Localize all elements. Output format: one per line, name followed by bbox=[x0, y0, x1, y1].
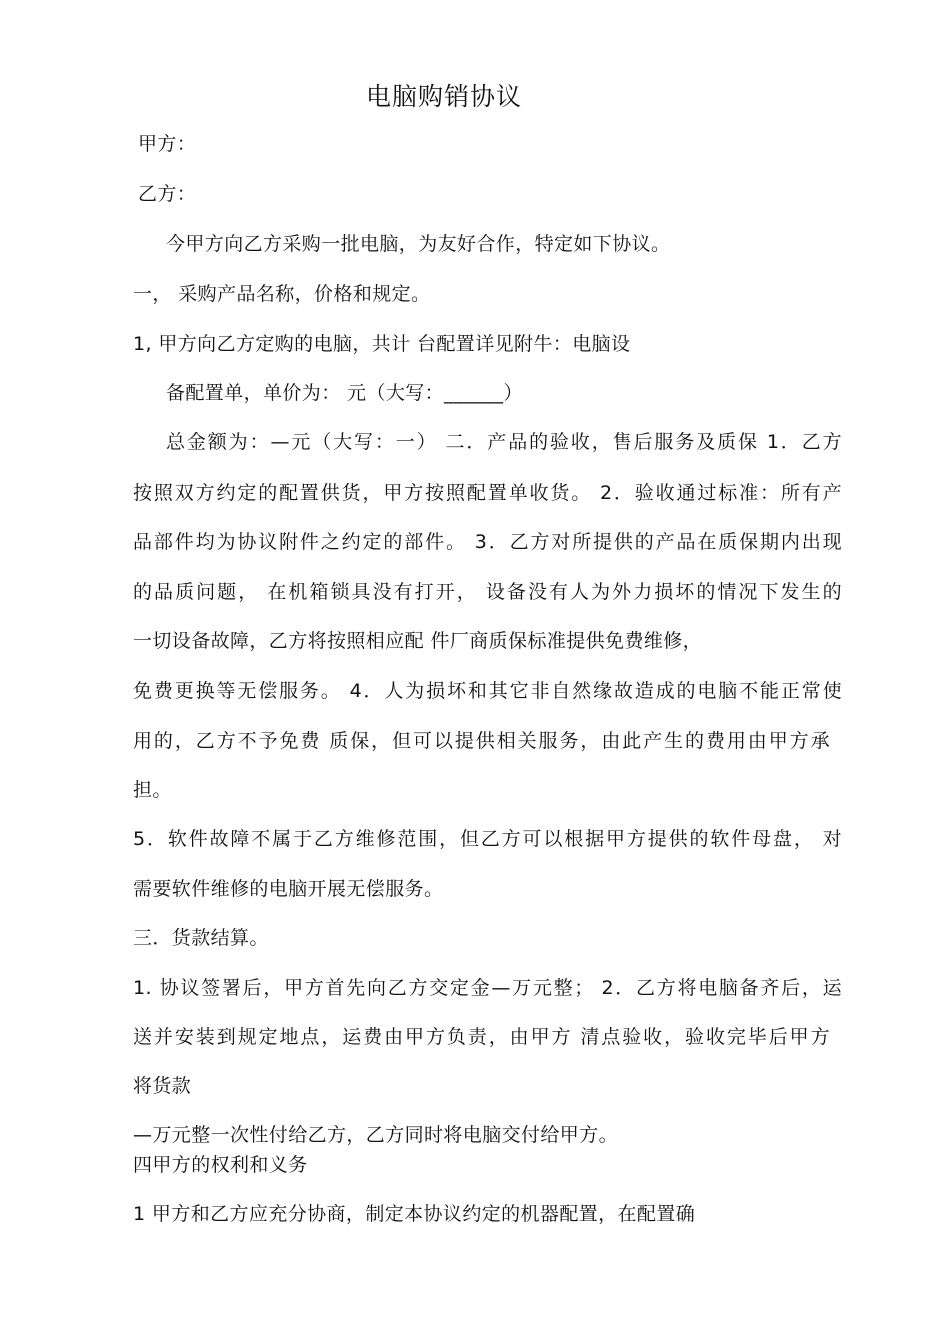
body-line: 备配置单，单价为： 元（大写：______） bbox=[166, 382, 523, 404]
body-line: 1. 协议签署后，甲方首先向乙方交定金—万元整； 2．乙方将电脑备齐后，运 bbox=[133, 977, 842, 999]
body-line: 担。 bbox=[133, 779, 172, 801]
body-line: —万元整一次性付给乙方，乙方同时将电脑交付给甲方。 bbox=[133, 1124, 619, 1146]
body-line: 1, 甲方向乙方定购的电脑，共计 台配置详见附牛：电脑设 bbox=[133, 333, 631, 355]
body-line: 一切设备故障，乙方将按照相应配 件厂商质保标准提供免费维修， bbox=[133, 630, 703, 652]
body-line: 5．软件故障不属于乙方维修范围，但乙方可以根据甲方提供的软件母盘， 对 bbox=[133, 828, 842, 850]
body-line: 送并安装到规定地点，运费由甲方负责，由甲方 清点验收，验收完毕后甲方 bbox=[133, 1026, 830, 1048]
body-line: 总金额为：—元（大写：一） 二．产品的验收，售后服务及质保 1．乙方 bbox=[166, 431, 842, 453]
body-line: 品部件均为协议附件之约定的部件。 3．乙方对所提供的产品在质保期内出现 bbox=[133, 531, 842, 553]
document-title: 电脑购销协议 bbox=[365, 82, 522, 111]
party-a-label: 甲方： bbox=[138, 133, 197, 155]
section-heading: 四甲方的权利和义务 bbox=[133, 1154, 308, 1176]
body-line: 用的，乙方不予免费 质保，但可以提供相关服务，由此产生的费用由甲方承 bbox=[133, 730, 830, 752]
party-b-label: 乙方： bbox=[138, 183, 197, 205]
section-heading: 三．货款结算。 bbox=[133, 927, 269, 949]
section-heading: 一， 采购产品名称，价格和规定。 bbox=[133, 283, 431, 305]
body-line: 按照双方约定的配置供货，甲方按照配置单收货。 2．验收通过标准：所有产 bbox=[133, 482, 842, 504]
body-line: 1 甲方和乙方应充分协商，制定本协议约定的机器配置，在配置确 bbox=[133, 1203, 696, 1225]
body-line: 将货款 bbox=[133, 1075, 192, 1097]
body-line: 需要软件维修的电脑开展无偿服务。 bbox=[133, 878, 444, 900]
body-line: 的品质问题， 在机箱锁具没有打开， 设备没有人为外力损坏的情况下发生的 bbox=[133, 581, 842, 603]
intro-line: 今甲方向乙方采购一批电脑，为友好合作，特定如下协议。 bbox=[166, 233, 671, 255]
body-line: 免费更换等无偿服务。 4．人为损坏和其它非自然缘故造成的电脑不能正常使 bbox=[133, 680, 842, 702]
